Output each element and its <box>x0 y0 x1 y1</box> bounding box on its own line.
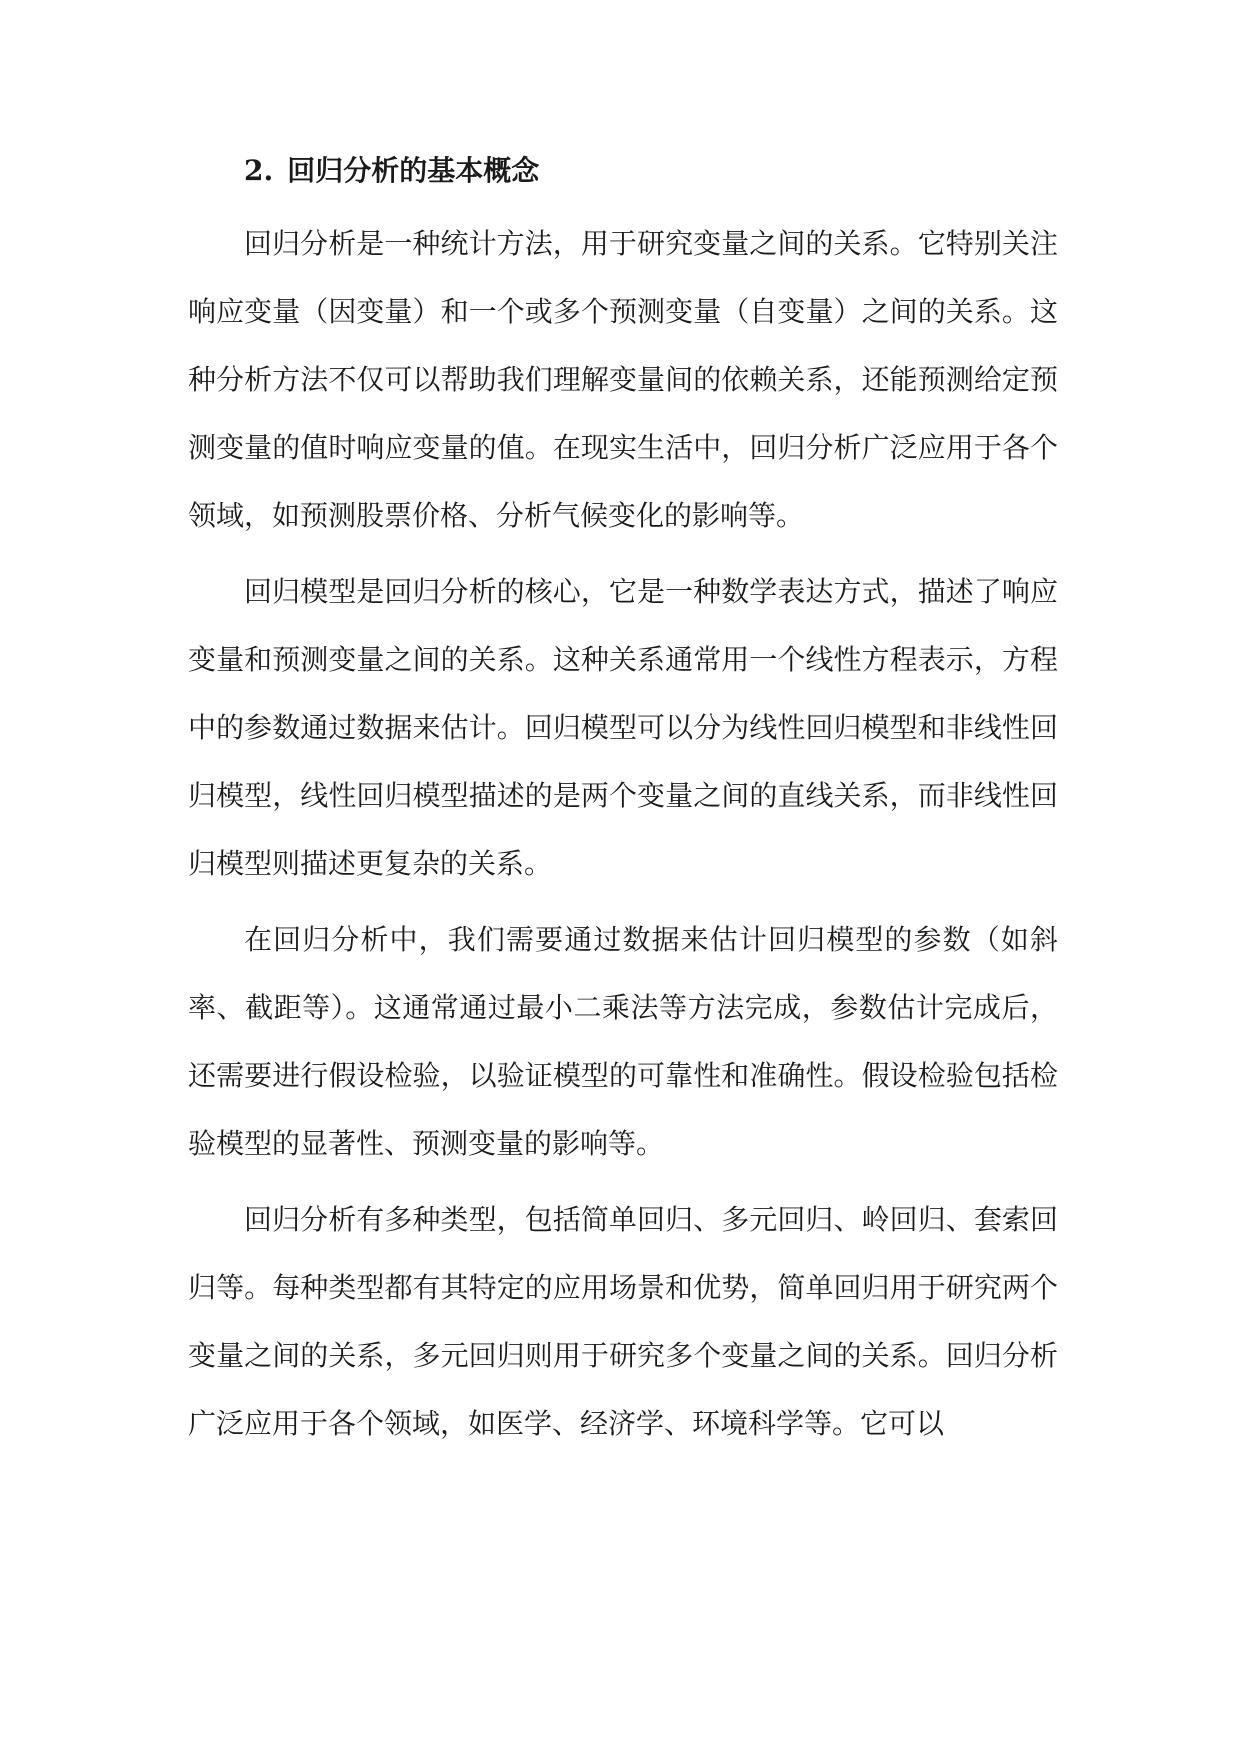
paragraph-types: 回归分析有多种类型，包括简单回归、多元回归、岭回归、套索回归等。每种类型都有其特定的应用场景和优势，简单回归用于研究两个变量之间的关系，多元回归则用于研究多个变量之间的关系。回归分析广泛应用于各个领域，如医学、经济学、环境科学等。它可以 <box>188 1203 1058 1440</box>
paragraph-definition: 回归分析是一种统计方法，用于研究变量之间的关系。它特别关注响应变量（因变量）和一个或多个预测变量（自变量）之间的关系。这种分析方法不仅可以帮助我们理解变量间的依赖关系，还能预测给定预测变量的值时响应变量的值。在现实生活中，回归分析广泛应用于各个领域，如预测股票价格、分析气候变化的影响等。 <box>188 227 1058 532</box>
paragraph-estimation: 在回归分析中，我们需要通过数据来估计回归模型的参数（如斜率、截距等）。这通常通过最小二乘法等方法完成，参数估计完成后，还需要进行假设检验，以验证模型的可靠性和准确性。假设检验包括检验模型的显著性、预测变量的影响等。 <box>188 923 1058 1160</box>
paragraph-model: 回归模型是回归分析的核心，它是一种数学表达方式，描述了响应变量和预测变量之间的关系。这种关系通常用一个线性方程表示，方程中的参数通过数据来估计。回归模型可以分为线性回归模型和非线性回归模型，线性回归模型描述的是两个变量之间的直线关系，而非线性回归模型则描述更复杂的关系。 <box>188 575 1058 880</box>
section-number: 2. <box>244 154 274 187</box>
section-heading <box>188 140 1058 202</box>
document-body <box>188 140 1058 1458</box>
section-title: 回归分析的基本概念 <box>287 154 540 187</box>
